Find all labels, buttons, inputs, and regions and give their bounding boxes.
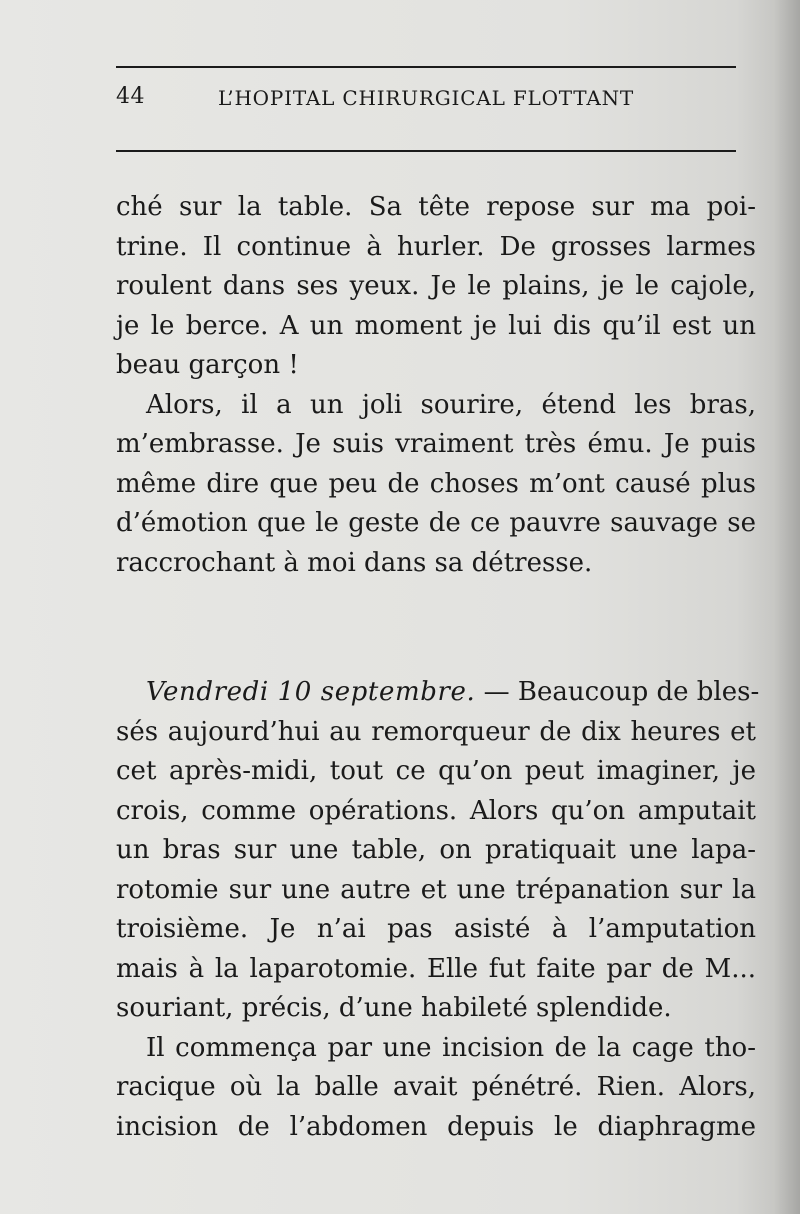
- page-edge-shadow: [774, 0, 800, 1214]
- p3-line-3: cet après-midi, tout ce qu’on peut imaginer, je: [116, 756, 756, 786]
- p4-line-2: racique où la balle avait pénétré. Rien. Alors,: [116, 1072, 756, 1102]
- p1-line-4: je le berce. A un moment je lui dis qu’il est un: [116, 310, 756, 341]
- page-header: [116, 84, 756, 116]
- header-rule-top: [116, 66, 736, 68]
- running-title: L’HOPITAL CHIRURGICAL FLOTTANT: [218, 86, 635, 110]
- paragraph-4: [116, 1029, 756, 1148]
- p3-line-5: un bras sur une table, on pratiquait une lapa-: [116, 835, 756, 865]
- p3-line-7: troisième. Je n’ai pas asisté à l’amputation: [116, 914, 756, 944]
- section-gap: [116, 583, 756, 673]
- page-number: 44: [116, 84, 145, 109]
- p3-line-8: mais à la laparotomie. Elle fut faite par de M...: [116, 953, 756, 984]
- p1-line-5: beau garçon !: [116, 350, 299, 380]
- p3-line-1-rest: — Beaucoup de bles-: [475, 677, 760, 707]
- p1-line-1: ché sur la table. Sa tête repose sur ma poi-: [116, 192, 756, 222]
- p1-line-3: roulent dans ses yeux. Je le plains, je le cajole,: [116, 271, 756, 301]
- p3-line-6: rotomie sur une autre et une trépanation sur la: [116, 874, 756, 905]
- p2-line-5: raccrochant à moi dans sa détresse.: [116, 547, 593, 578]
- p4-line-3: incision de l’abdomen depuis le diaphragme: [116, 1111, 756, 1142]
- p2-line-3: même dire que peu de choses m’ont causé plus: [116, 468, 756, 499]
- p2-line-1: Alors, il a un joli sourire, étend les bras,: [146, 389, 756, 420]
- p2-line-2: m’embrasse. Je suis vraiment très ému. Je puis: [116, 429, 756, 459]
- header-rule-bottom: [116, 150, 736, 152]
- p2-line-4: d’émotion que le geste de ce pauvre sauvage se: [116, 508, 756, 538]
- paragraph-2: [116, 386, 756, 584]
- p1-line-2: trine. Il continue à hurler. De grosses larmes: [116, 231, 756, 262]
- p3-line-9: souriant, précis, d’une habileté splendide.: [116, 993, 672, 1023]
- entry-date: Vendredi 10 septembre.: [146, 677, 476, 707]
- page-body: [116, 188, 760, 1147]
- p3-line-1: [116, 673, 760, 713]
- p3-line-2: sés aujourd’hui au remorqueur de dix heures et: [116, 716, 756, 747]
- p3-line-4: crois, comme opérations. Alors qu’on amputait: [116, 795, 756, 826]
- paragraph-3: [116, 673, 760, 1029]
- p4-line-1: Il commença par une incision de la cage tho-: [146, 1032, 756, 1063]
- paragraph-1: [116, 188, 756, 386]
